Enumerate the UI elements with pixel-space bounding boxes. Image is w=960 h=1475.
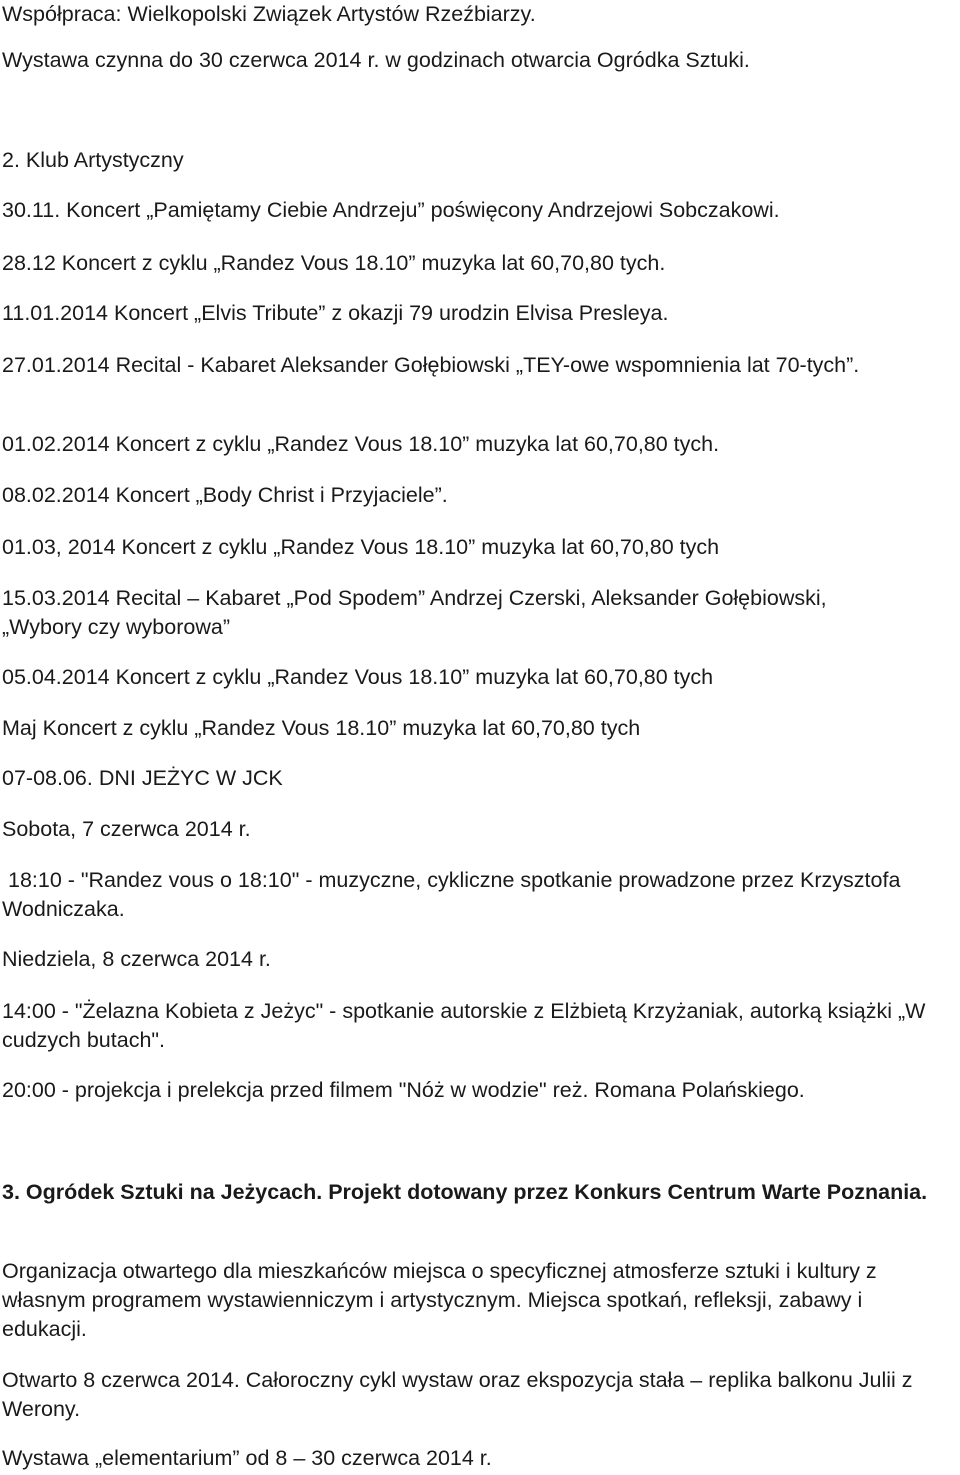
event-item: Maj Koncert z cyklu „Randez Vous 18.10” muzyka lat 60,70,80 tych	[2, 716, 641, 740]
event-item: 14:00 - "Żelazna Kobieta z Jeżyc" - spotkanie autorskie z Elżbietą Krzyżaniak, autorką książki „W cudzych butach".	[2, 999, 926, 1052]
cooperation-note: Współpraca: Wielkopolski Związek Artystów Rzeźbiarzy.	[2, 2, 536, 26]
event-item: 18:10 - "Randez vous o 18:10" - muzyczne, cykliczne spotkanie prowadzone przez Krzysztofa Wodniczaka.	[2, 868, 907, 921]
event-item: 28.12 Koncert z cyklu „Randez Vous 18.10” muzyka lat 60,70,80 tych.	[2, 251, 666, 275]
event-item: 30.11. Koncert „Pamiętamy Ciebie Andrzeju” poświęcony Andrzejowi Sobczakowi.	[2, 198, 780, 222]
event-item: 11.01.2014 Koncert „Elvis Tribute” z okazji 79 urodzin Elvisa Presleya.	[2, 301, 669, 325]
event-item: 07-08.06. DNI JEŻYC W JCK	[2, 766, 283, 790]
event-item: Sobota, 7 czerwca 2014 r.	[2, 817, 251, 841]
event-item: 05.04.2014 Koncert z cyklu „Randez Vous 18.10” muzyka lat 60,70,80 tych	[2, 665, 714, 689]
event-item: Niedziela, 8 czerwca 2014 r.	[2, 947, 271, 971]
ogrodek-exhibition: Wystawa „elementarium” od 8 – 30 czerwca 2014 r.	[2, 1446, 492, 1470]
section-heading-ogrodek: 3. Ogródek Sztuki na Jeżycach. Projekt dotowany przez Konkurs Centrum Warte Poznania.	[2, 1180, 928, 1204]
section-heading-klub: 2. Klub Artystyczny	[2, 148, 184, 172]
event-item: 20:00 - projekcja i prelekcja przed filmem "Nóż w wodzie" reż. Romana Polańskiego.	[2, 1078, 805, 1102]
event-item: 08.02.2014 Koncert „Body Christ i Przyjaciele”.	[2, 483, 448, 507]
event-item: 27.01.2014 Recital - Kabaret Aleksander Gołębiowski „TEY-owe wspomnienia lat 70-tych”.	[2, 353, 860, 377]
event-item: 01.03, 2014 Koncert z cyklu „Randez Vous 18.10” muzyka lat 60,70,80 tych	[2, 535, 720, 559]
event-item: 15.03.2014 Recital – Kabaret „Pod Spodem” Andrzej Czerski, Aleksander Gołębiowski, „Wybory czy wyborowa”	[2, 586, 827, 639]
exhibition-hours: Wystawa czynna do 30 czerwca 2014 r. w godzinach otwarcia Ogródka Sztuki.	[2, 48, 750, 72]
ogrodek-opening: Otwarto 8 czerwca 2014. Całoroczny cykl wystaw oraz ekspozycja stała – replika balkonu Julii z Werony.	[2, 1368, 913, 1421]
ogrodek-description: Organizacja otwartego dla mieszkańców miejsca o specyficznej atmosferze sztuki i kultury z własnym programem wystawienniczym i artystycznym. Miejsca spotkań, refleksji, zabawy i edukacji.	[2, 1259, 877, 1341]
event-item: 01.02.2014 Koncert z cyklu „Randez Vous 18.10” muzyka lat 60,70,80 tych.	[2, 432, 720, 456]
